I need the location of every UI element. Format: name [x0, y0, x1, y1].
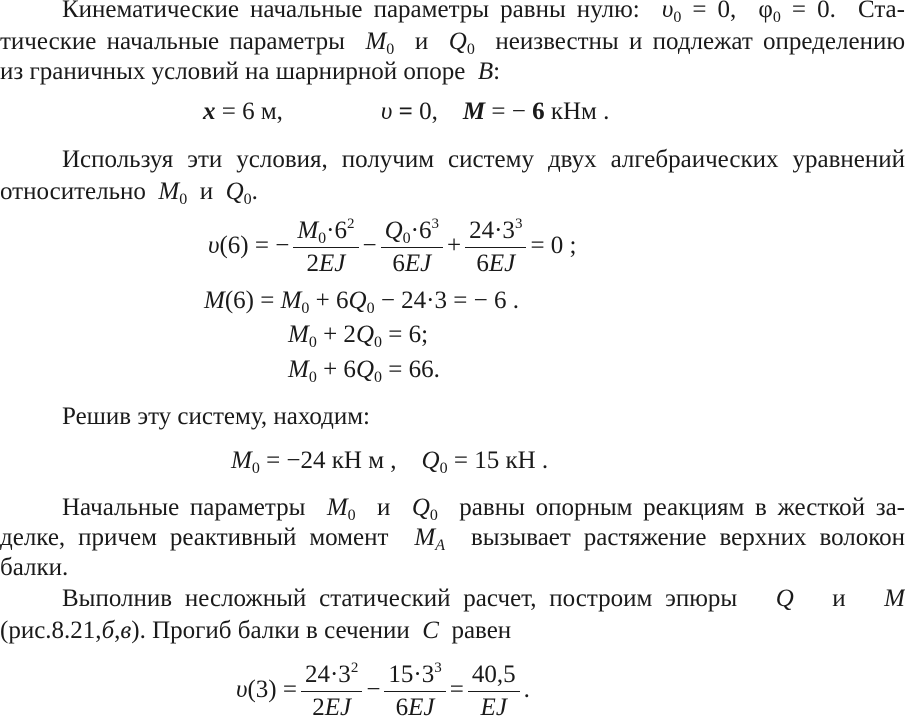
equation-deflection-at-6: υ(6) = − $\frac{M_0\cdot 6^2}{2EJ}$ − $\frac{Q_0\cdot 6^3}{6EJ}$ + $\frac{24\cdot 3^3}{6EJ}$ = 0 ;: [208, 216, 577, 277]
equation-moment-at-6: $M(6) = M_0 + 6Q_0 - 24\cdot 3$ = − 6 .: [204, 287, 519, 317]
paragraph-5-line-2: (рис.8.21,б,в). Прогиб балки в сечении C равен: [0, 617, 512, 644]
fraction-5: $\frac{15\cdot 3^3}{6EJ}$: [384, 660, 445, 723]
equation-system-2: $M_0 + 6Q_0 = 66$.: [288, 356, 440, 386]
paragraph-1-line-1: Кинематические начальные параметры равны нулю: $\upsilon_0 = 0$, $\varphi_0 = 0$. Ста-: [62, 0, 905, 26]
paragraph-2-line-2: относительно $M_0$ и $Q_0$.: [0, 178, 258, 208]
paragraph-4-line-1: Начальные параметры $M_0$ и $Q_0$ равны опорным реакциям в жесткой за-: [62, 494, 905, 524]
paragraph-1-line-2: тические начальные параметры $M_0$ и $Q_0$ неизвестны и подлежат определению: [0, 28, 905, 58]
paragraph-2-line-1: Используя эти условия, получим систему двух алгебраических уравнений: [62, 146, 905, 173]
solution-equation: $M_0 = -24$ кН м , $Q_0 = 15$ кН .: [231, 447, 549, 477]
paragraph-4-line-2: делке, причем реактивный момент $M_A$ вызывает растяжение верхних волокон: [0, 524, 905, 554]
deflection-result-equation: υ(3) = $\frac{24\cdot 3^2}{2EJ}$ − $\frac{15\cdot 3^3}{6EJ}$ = $\frac{40,5}{EJ}$ .: [236, 660, 530, 721]
fraction-2: $\frac{Q_0\cdot 6^3}{6EJ}$: [381, 216, 443, 279]
paragraph-3-line-1: Решив эту систему, находим:: [62, 403, 371, 430]
fraction-4: $\frac{24\cdot 3^2}{2EJ}$: [301, 660, 362, 723]
paragraph-4-line-3: балки.: [0, 554, 69, 581]
paragraph-1-line-3: из граничных условий на шарнирной опоре B:: [0, 58, 501, 85]
boundary-conditions-equation: x = 6 м, υ = 0, M = − 6 кНм .: [203, 98, 610, 125]
equation-system-1: $M_0 + 2Q_0 = 6$;: [288, 321, 429, 351]
fraction-3: $\frac{24\cdot 3^3}{6EJ}$: [465, 216, 526, 279]
paragraph-5-line-1: Выполнив несложный статический расчет, построим эпюры Q и M: [62, 585, 905, 612]
fraction-6: $\frac{40,5}{EJ}$: [468, 660, 520, 723]
fraction-1: $\frac{M_0\cdot 6^2}{2EJ}$: [293, 216, 358, 279]
